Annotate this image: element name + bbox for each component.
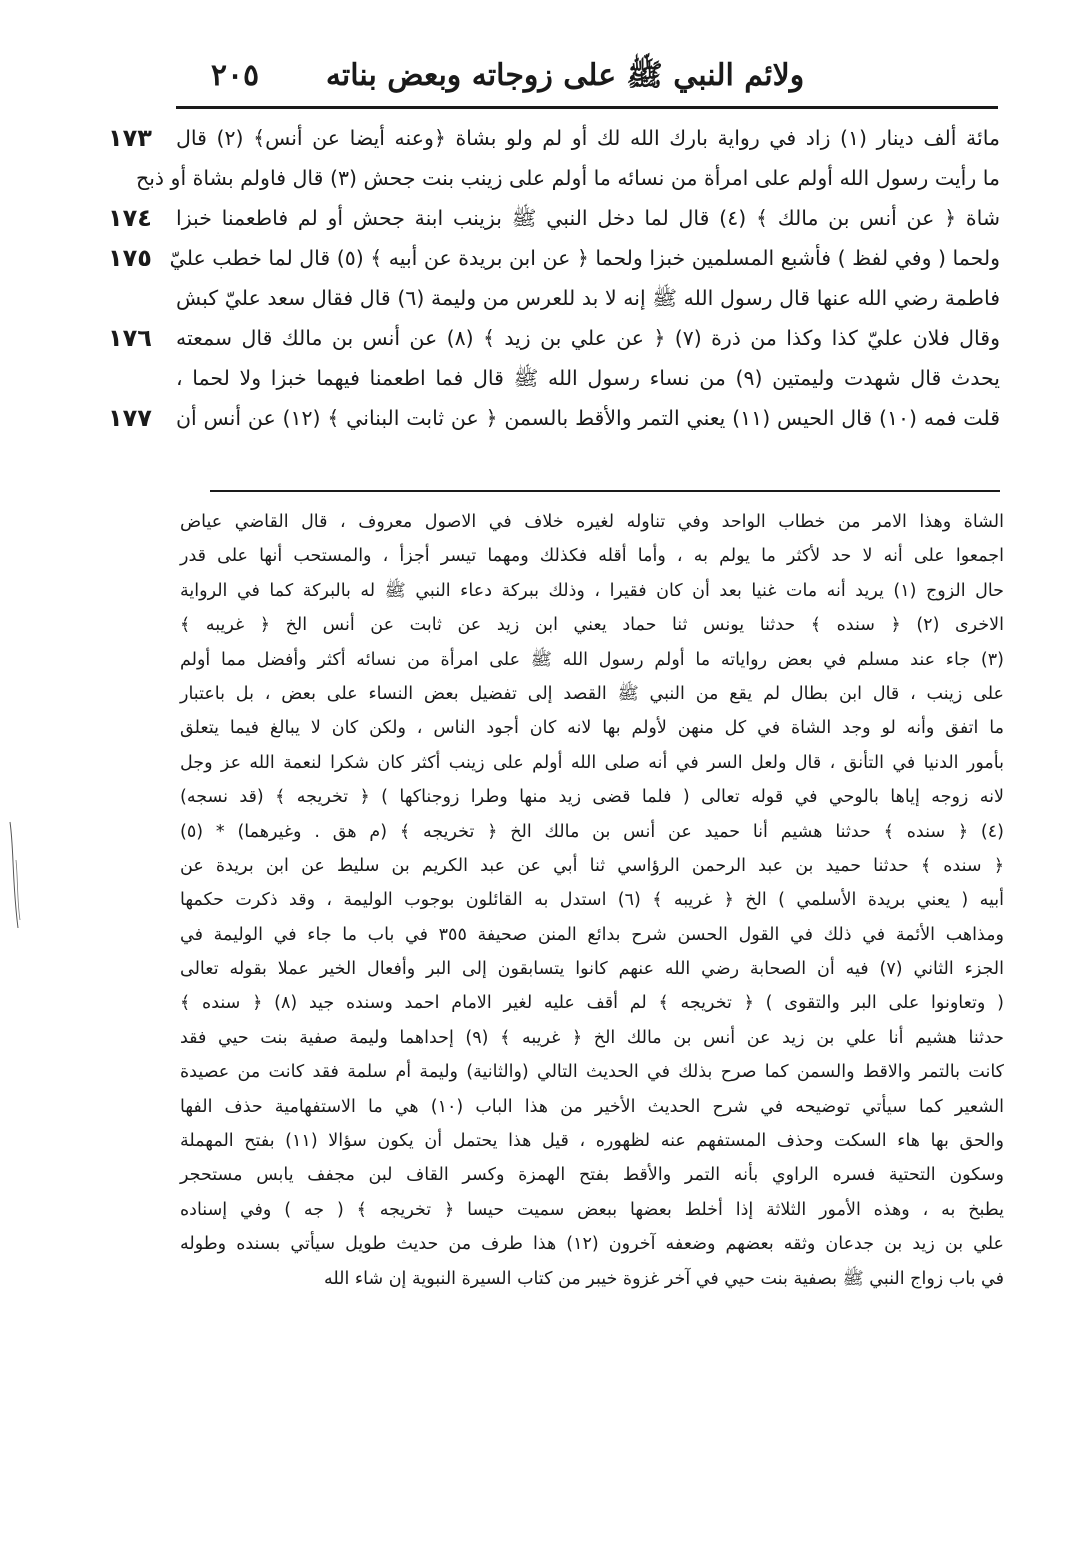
header-rule xyxy=(176,106,998,109)
main-text-line: قلت فمه (١٠) قال الحيس (١١) يعني التمر والأقط بالسمن ﴿ عن ثابت البناني ﴾ (١٢) عن أنس أن xyxy=(176,406,1000,430)
margin-mark xyxy=(6,820,26,930)
footnote-line: بأمور الدنيا في التأنق ، قال ولعل السر في أنه صلى الله أولم على زينب أكثر كان شكرا لنعمة الله عز وجل xyxy=(180,752,1004,773)
footnote-line: ومذاهب الأئمة في ذلك في القول الحسن شرح بدائع المنن صحيفة ٣٥٥ في باب ما جاء في الوليمة في xyxy=(180,924,1004,945)
main-text-line: فاطمة رضي الله عنها قال رسول الله ﷺ إنه لا بد للعرس من وليمة (٦) قال فقال سعد عليّ كبش xyxy=(176,286,1000,310)
footnote-line: أبيه ( يعني بريدة الأسلمي ) الخ ﴿ غريبه ﴾ (٦) استدل به القائلون بوجوب الوليمة ، وقد ذكرت حكمها xyxy=(180,890,1004,911)
hadith-number: ١٧٧ xyxy=(108,404,152,432)
footnote-line: ما اتفق وأنه لو وجد الشاة في كل منهن لأولم بها لانه كان أجود الناس ، ولكن كان لا يبالغ فيما يتعلق xyxy=(180,718,1004,739)
main-text-line: مائة ألف دينار (١) زاد في رواية بارك الله لك أو لم ولو بشاة ﴿وعنه أيضا عن أنس﴾ (٢) قال xyxy=(176,126,1000,150)
main-text-line: وقال فلان عليّ كذا وكذا من ذرة (٧) ﴿ عن علي بن زيد ﴾ (٨) عن أنس بن مالك قال سمعته xyxy=(176,326,1000,350)
footnote-line: اجمعوا على أنه لا حد لأكثر ما يولم به ، وأما أقله فكذلك ومهما تيسر أجزأ ، والمستحب أنها على قدر xyxy=(180,546,1004,567)
footnote-line: الاخرى (٢) ﴿ سنده ﴾ حدثنا يونس ثنا حماد يعني ابن زيد عن ثابت عن أنس الخ ﴿ غريبه ﴾ xyxy=(180,615,1005,636)
footnote-line: والحق بها هاء السكت وحذف المستفهم عنه لظهوره ، قيل هذا يحتمل أن يكون سؤالا (١١) بفتح المهملة xyxy=(180,1131,1004,1152)
hadith-number: ١٧٦ xyxy=(108,324,152,352)
main-text-line: ما رأيت رسول الله أولم على امرأة من نسائه ما أولم على زينب بنت جحش (٣) قال فاولم بشاة أو ذبح xyxy=(135,166,1000,190)
hadith-number: ١٧٥ xyxy=(108,244,152,272)
main-text xyxy=(135,118,1000,438)
footnote-line: في باب زواج النبي ﷺ بصفية بنت حيي في آخر غزوة خيبر من كتاب السيرة النبوية إن شاء الله xyxy=(323,1268,1004,1289)
main-text-line: شاة ﴿ عن أنس بن مالك ﴾ (٤) قال لما دخل النبي ﷺ بزينب ابنة جحش أو لم فاطعمنا خبزا xyxy=(176,206,1000,230)
footnote-line: ﴿ سنده ﴾ حدثنا حميد بن عبد الرحمن الرؤاسي ثنا أبي عن عبد الكريم بن سليط عن ابن بريدة عن xyxy=(180,855,1004,876)
hadith-number: ١٧٣ xyxy=(108,124,152,152)
footnote-line: كانت بالتمر والاقط والسمن كما صرح بذلك في الحديث التالي (والثانية) وليمة أم سلمة فقد كانت من عصيدة xyxy=(180,1062,1004,1083)
footnote-line: علي بن زيد بن جدعان وثقه بعضهم وضعفه آخرون (١٢) هذا طرف من حديث طويل سيأتي بسنده وطوله xyxy=(180,1234,1004,1255)
footnote-line: الجزء الثاني (٧) فيه أن الصحابة رضي الله عنهم كانوا يتسابقون إلى البر وأفعال الخير عملا بقوله تعالى xyxy=(180,959,1004,980)
footnote-line: وسكون التحتية فسره الراوي بأنه التمر والأقط بفتح الهمزة وكسر القاف لبن مجفف يابس مستحجر xyxy=(180,1165,1004,1186)
footnote-line: (٤) ﴿ سنده ﴾ حدثنا هشيم أنا حميد عن أنس بن مالك الخ ﴿ تخريجه ﴾ (م هق . وغيرهما) * (٥) xyxy=(180,821,1004,842)
header-title: ولائم النبي ﷺ على زوجاته وبعض بناته xyxy=(325,58,805,93)
main-text-line: ولحما ( وفي لفظ ) فأشبع المسلمين خبزا ولحما ﴿ عن ابن بريدة عن أبيه ﴾ (٥) قال لما خطب عليّ xyxy=(169,246,1000,270)
page-number: ٢٠٥ xyxy=(210,58,260,93)
footnote-line: حال الزوج (١) يريد أنه مات غنيا بعد أن كان فقيرا ، وذلك ببركة دعاء النبي ﷺ له بالبركة كما في الرواية xyxy=(180,580,1004,601)
footnote-line: الشعير كما سيأتي توضيحه في شرح الحديث الأخير من هذا الباب (١٠) هي ما الاستفهامية حذف الفها xyxy=(180,1096,1005,1117)
footnote-line: ( وتعاونوا على البر والتقوى ) ﴿ تخريجه ﴾ لم أقف عليه لغير الامام احمد وسنده جيد (٨) ﴿ سنده ﴾ xyxy=(180,993,1004,1014)
footnotes-separator xyxy=(210,490,1000,492)
footnote-line: لانه زوجه إياها بالوحي في قوله تعالى ( فلما قضى زيد منها وطرا زوجناكها ) ﴿ تخريجه ﴾ (قد نسجه) xyxy=(180,787,1004,808)
footnote-line: (٣) جاء عند مسلم في بعض رواياته ما أولم رسول الله ﷺ على امرأة من نسائه أكثر وأفضل مما أولم xyxy=(180,649,1004,670)
footnote-line: حدثنا هشيم أنا علي بن زيد عن أنس بن مالك الخ ﴿ غريبه ﴾ (٩) إحداهما وليمة صفية بنت حيي فقد xyxy=(180,1027,1004,1048)
footnote-line: يطبخ به ، وهذه الأمور الثلاثة إذا أخلط بعضها ببعض سميت حيسا ﴿ تخريجه ﴾ ( جه ) وفي إسناده xyxy=(180,1199,1004,1220)
main-text-line: يحدث قال شهدت وليمتين (٩) من نساء رسول الله ﷺ قال فما اطعمنا فيهما خبزا ولا لحما ، xyxy=(176,366,1000,390)
footnote-line: على زينب ، قال ابن بطال لم يقع من النبي ﷺ القصد إلى تفضيل بعض النساء على بعض ، بل باعتبار xyxy=(180,683,1004,704)
hadith-number: ١٧٤ xyxy=(108,204,152,232)
footnotes xyxy=(180,505,1004,1296)
footnote-line: الشاة وهذا الامر من خطاب الواحد وفي تناوله لغيره خلاف في الاصول معروف ، قال القاضي عياض xyxy=(180,512,1004,532)
